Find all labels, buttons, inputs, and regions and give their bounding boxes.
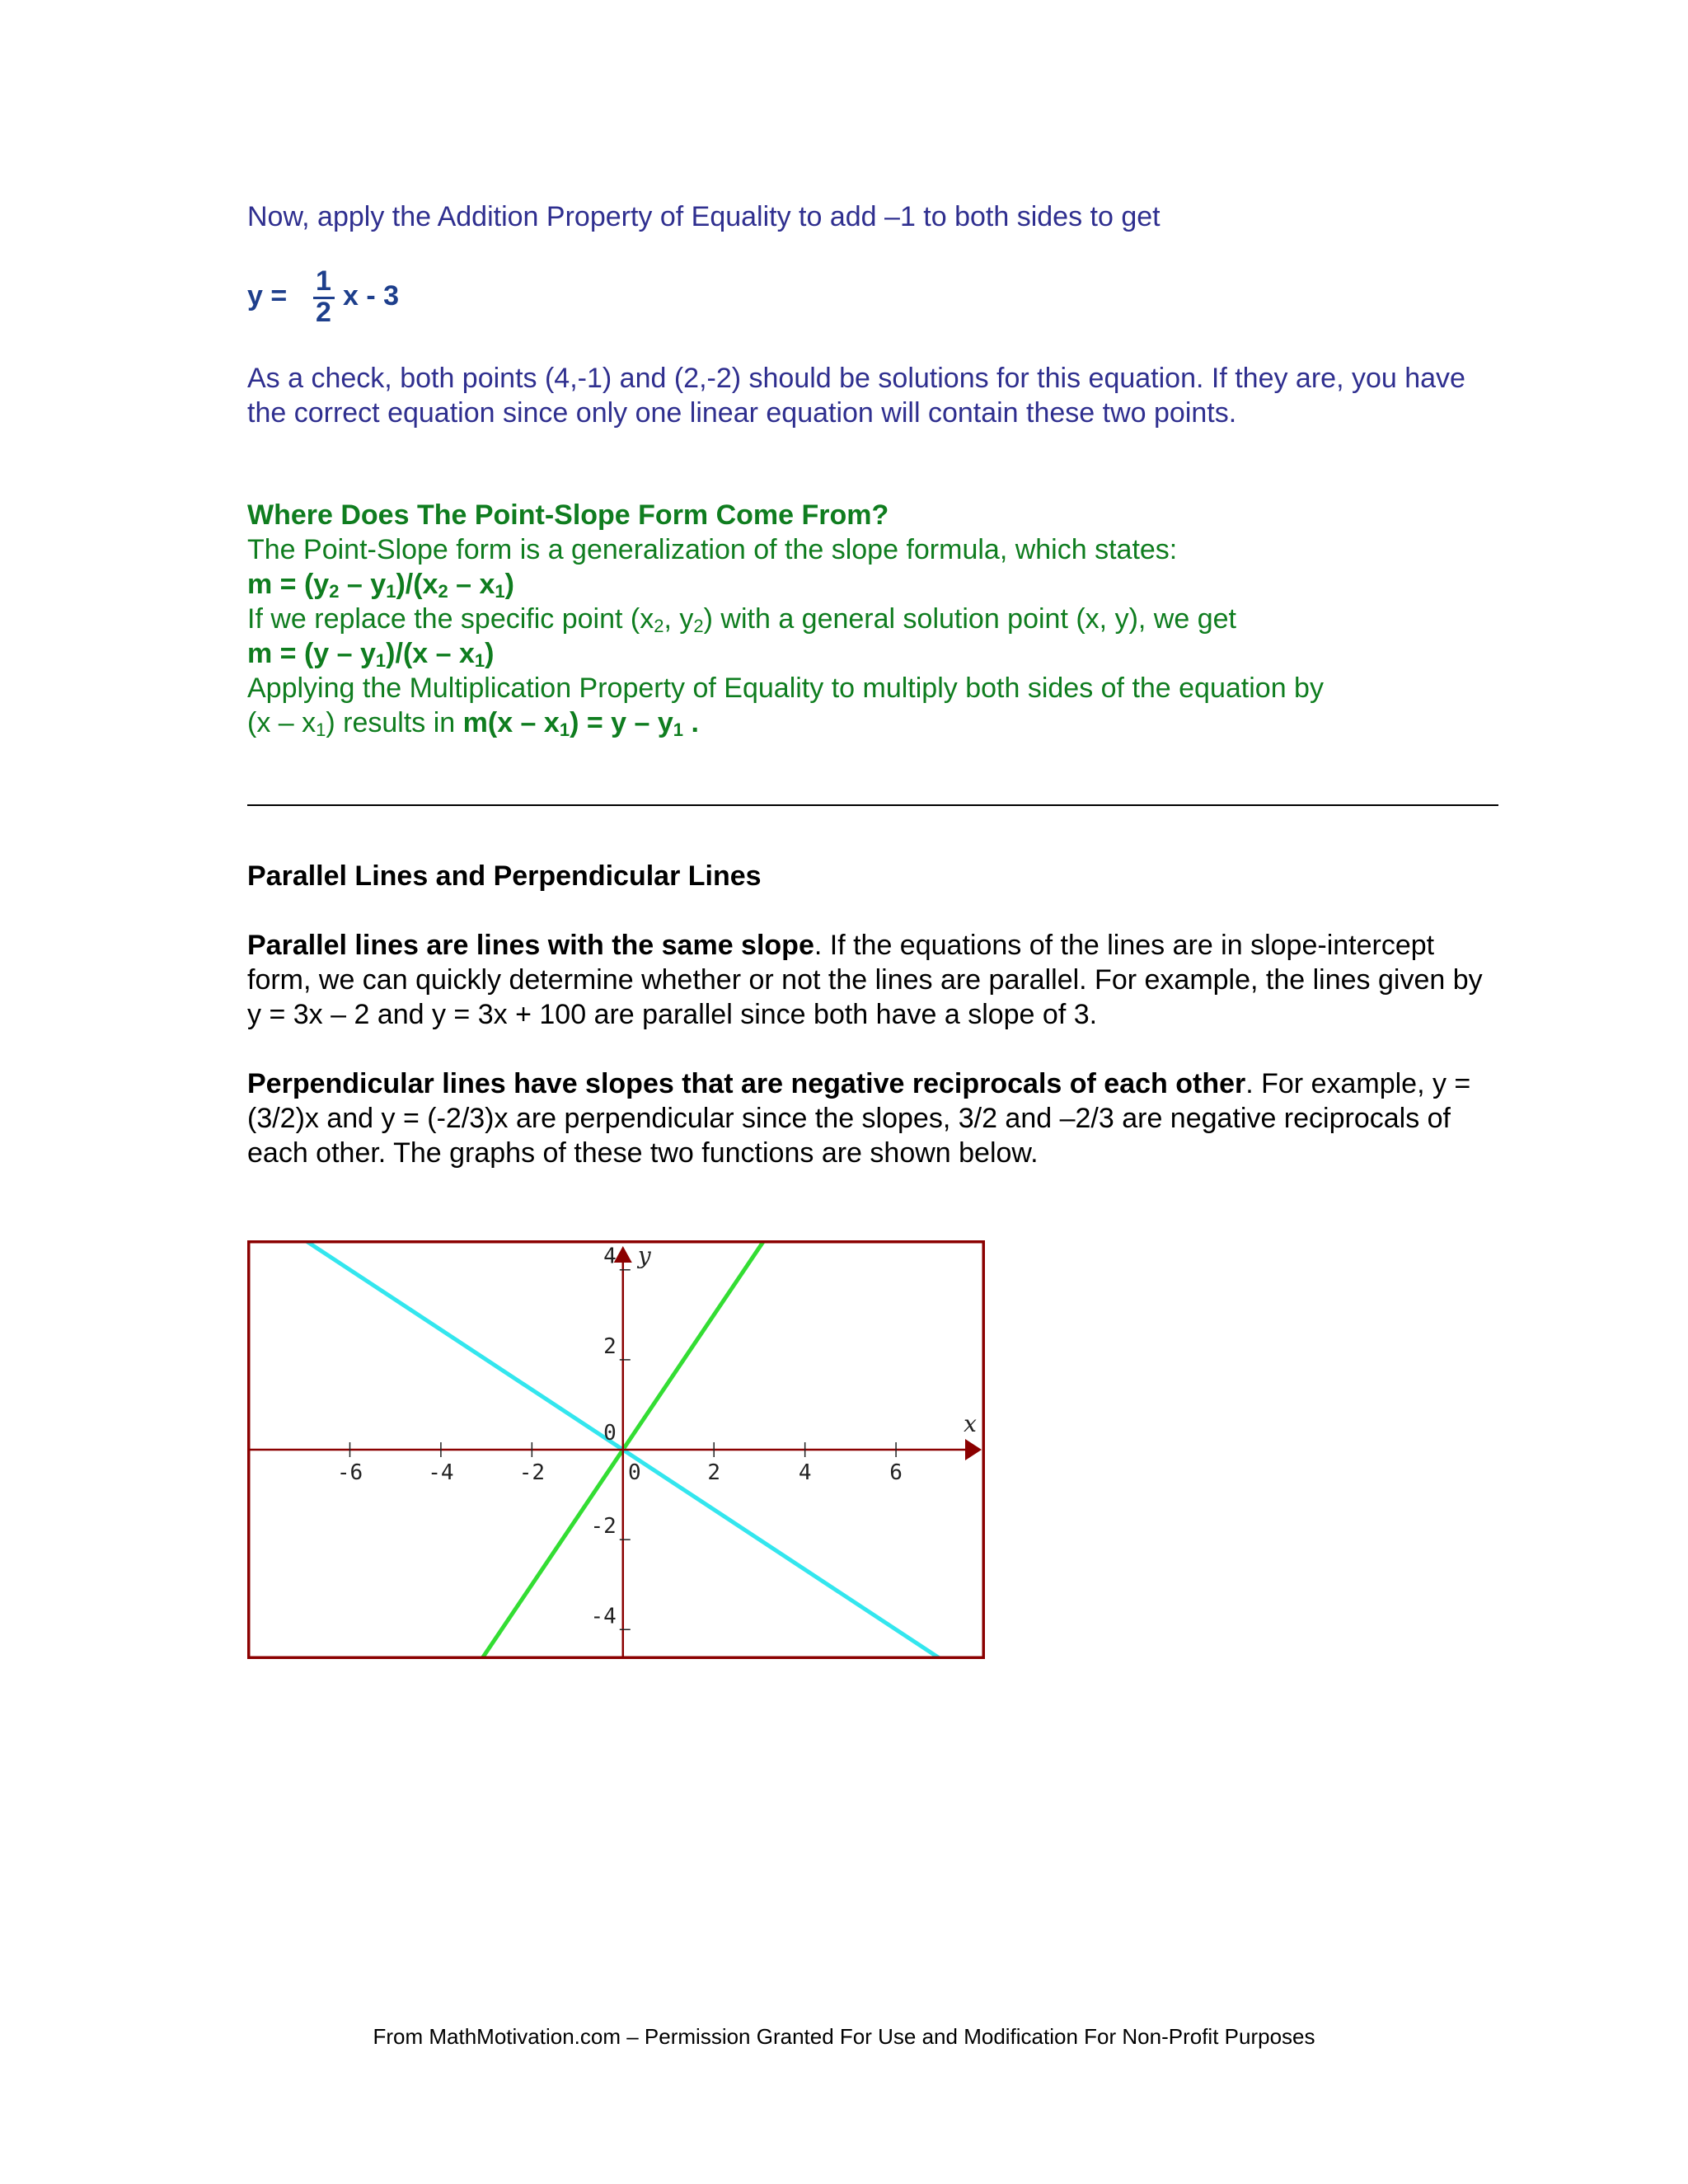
parallel-paragraph: Parallel lines are lines with the same slope. If the equations of the lines are in slope-intercept form, we can quickly determine whether or not the lines are parallel. For example, the lines given by y = 3x – 2 and y = 3x + 100 are parallel since both have a slope of 3. (247, 930, 1483, 1030)
point-slope-line3: Applying the Multiplication Property of Equality to multiply both sides of the equation by (247, 673, 1324, 704)
x-tick-label-2: -2 (518, 1460, 546, 1485)
intro-paragraph (247, 199, 1500, 234)
point-slope-section (247, 498, 1500, 740)
perpendicular-paragraph: Perpendicular lines have slopes that are negative reciprocals of each other. For example, y = (3/2)x and y = (-2/3)x are perpendicular since the slopes, 3/2 and –2/3 are negative reciprocals of each other. The graphs of these two functions are shown below. (247, 1068, 1471, 1169)
x-tick-label-5: 4 (798, 1460, 812, 1485)
section-title: Parallel Lines and Perpendicular Lines (247, 860, 762, 892)
equation-rest: x - 3 (343, 280, 400, 312)
equation-denominator: 2 (316, 297, 331, 328)
intro-text: Now, apply the Addition Property of Equality to add –1 to both sides to get (247, 201, 1160, 232)
x-tick-label-3: 0 (627, 1460, 641, 1485)
x-tick-label-1: -4 (428, 1460, 454, 1485)
y-tick-label-0: 4 (603, 1244, 617, 1269)
footer-text: From MathMotivation.com – Permission Granted For Use and Modification For Non-Profit Purposes (373, 2024, 1315, 2049)
x-tick-label-4: 2 (707, 1460, 721, 1485)
check-paragraph (247, 361, 1500, 430)
general-slope-formula: $m = (y - y_1)/(x - x_1)$ (247, 638, 495, 671)
horizontal-rule (247, 804, 1498, 806)
y-tick-label-4: -4 (590, 1604, 617, 1629)
point-slope-line4: $(x - x_1)$ results in $m(x - x_1) = y - y_1$ . (247, 707, 699, 740)
y-tick-label-1: 2 (603, 1333, 617, 1359)
footer (0, 2023, 1688, 2050)
x-axis-arrow (965, 1439, 982, 1460)
y-axis-arrow (614, 1246, 632, 1263)
y-tick-label-3: -2 (590, 1514, 617, 1540)
point-slope-heading: Where Does The Point-Slope Form Come From? (247, 499, 889, 531)
slope-formula: $m = (y_2 - y_1)/(x_2 - x_1)$ (247, 569, 514, 602)
x-tick-label-0: -6 (336, 1460, 363, 1485)
perpendicular-lines-graph (247, 1240, 985, 1659)
x-axis-label: x (964, 1410, 977, 1437)
check-text: As a check, both points (4,-1) and (2,-2) should be solutions for this equation. If they are, you have the correct equation since only one linear equation will contain these two points. (247, 363, 1465, 429)
chart-svg (247, 1240, 985, 1659)
point-slope-line1: The Point-Slope form is a generalization of the slope formula, which states: (247, 534, 1178, 565)
y-tick-label-2: 0 (603, 1421, 617, 1446)
lines-section (247, 859, 1500, 1170)
equation-numerator: 1 (316, 265, 331, 297)
x-tick-label-6: 6 (889, 1460, 903, 1485)
y-axis-label: y (637, 1242, 651, 1269)
point-slope-line2: If we replace the specific point ($x_2$, $y_2$) with a general solution point (x, y), we get (247, 603, 1236, 636)
equation-lhs: y = (247, 280, 288, 312)
